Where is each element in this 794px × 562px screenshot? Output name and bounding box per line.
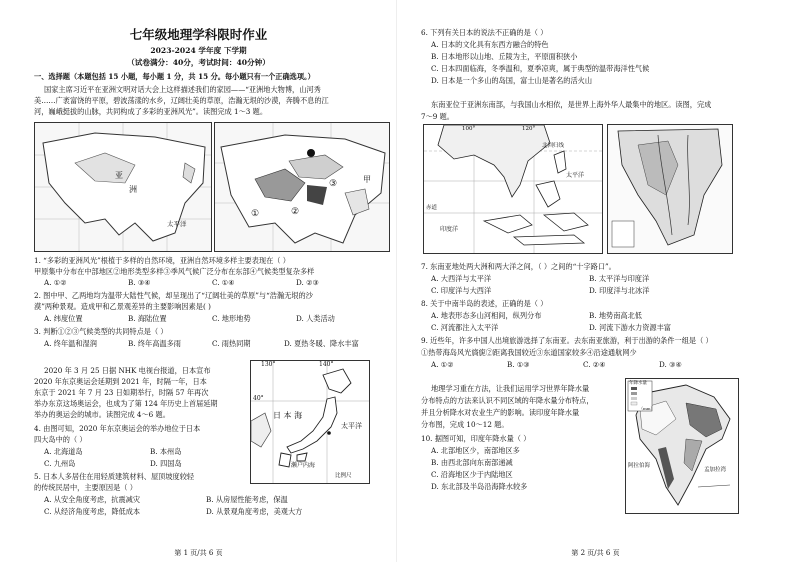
intro4-line: 分布特点的方法来认识不同区域的年降水量分布特点， [421,396,594,405]
india-legend-title: 年降水量 [629,381,647,386]
q5-option-b: B. 从房屋性能考虑，保温 [206,495,288,504]
map-label-pacific: 太平洋 [167,220,187,228]
q1-option-c: C. ①④ [212,278,235,287]
intro2-line: 2020 年 3 月 25 日据 NHK 电视台报道，日本宣布 [44,366,211,375]
q9-stem: ①热带海岛风光旖旎②距离我国较近③东道国家较多④沿途通航网少 [421,348,637,357]
sea-pacific-label: 太平洋 [566,172,585,179]
japan-map [250,360,370,484]
intro2-line: 举办东京这场奥运会，也成为了第 124 年历史上首届延期 [34,399,218,408]
q9-option-b: B. ①③ [507,360,530,369]
map-label-1: ① [251,209,260,219]
q10-option-c: C. 沿海地区少于内陆地区 [431,470,513,479]
map-label-asia: 亚 [115,171,123,180]
page-title: 七年级地理学科限时作业 [129,27,268,42]
page-footer: 第 1 页/共 6 页 [174,549,223,557]
jp-scale-label: 比例尺 [335,473,352,479]
q5-stem: 的传统民居中，主要原因是（ ） [34,483,137,492]
india-arabian-sea-label: 阿拉伯海 [628,463,651,469]
india-bay-label: 孟加拉湾 [704,467,727,473]
q7-option-b: B. 太平洋与印度洋 [589,274,650,283]
page-2 [397,0,794,562]
intro4-line: 并且分析降水对农业生产的影响。读印度年降水量 [421,408,580,417]
q9-option-a: A. ①② [431,360,454,369]
q10-option-b: B. 由西北部向东南部递减 [431,458,513,467]
indochina-inset-drawing [608,125,732,253]
q7-option-c: C. 印度洋与大西洋 [431,286,492,295]
q7-stem: 7. 东南亚地处两大洲和两大洋之间，（ ）之间的“十字路口”。 [421,262,616,271]
q8-option-d: D. 河流下游水力资源丰富 [589,323,671,332]
map-label-3: ③ [329,179,338,189]
score-time: （试卷满分：40分，考试时间：40分钟） [127,58,270,67]
q9-option-c: C. ②④ [583,360,606,369]
q6-option-c: C. 日本四面临海，冬季温和，夏季凉爽，属于典型的温带海洋性气候 [431,64,650,73]
q2-stem: 2. 图中甲、乙两地均为温带大陆性气候，却呈现出了“辽阔壮美的草原”与“浩瀚无垠的沙 [34,291,313,300]
asia-map-2-drawing [215,123,389,251]
southeast-asia-map [423,124,603,254]
q5-option-d: D. 从景观角度考虑，美观大方 [206,507,303,516]
q1-stem: 1. “多彩的亚洲风光”根植于多样的自然环境，亚洲自然环境多样主要表现在（ ） [34,256,290,265]
intro2-line: 东京于 2021 年 7 月 23 日如期举行，时隔 57 年再次 [34,388,209,397]
q10-option-d: D. 东北部及半岛沿海降水较多 [431,482,528,491]
q2-option-c: C. 地形地势 [212,314,251,323]
q8-stem: 8. 关于中南半岛的表述，正确的是（ ） [421,299,548,308]
q3-option-c: C. 雨热同期 [212,339,251,348]
q4-option-c: C. 九州岛 [44,459,76,468]
jp-lat-40: 40° [253,395,264,402]
intro3-line: 7～9 题。 [421,112,454,121]
intro-line: 美……广袤富饶的平原，碧波荡漾的水乡，辽阔壮美的草原，浩瀚无垠的沙漠，奔腾不息的江 [34,96,329,105]
q3-option-d: D. 夏热冬暖、降水丰富 [284,339,359,348]
q5-option-a: A. 从安全角度考虑，抗震减灾 [44,495,141,504]
jp-sea-label: 日 本 海 [273,411,303,420]
q1-option-b: B. ③④ [128,278,151,287]
tropic-label: 北回归线 [542,143,565,149]
q3-option-b: B. 终年高温多雨 [128,339,181,348]
jp-inland-sea-label: 濑户内海 [291,462,316,469]
q2-option-d: D. 人类活动 [296,314,335,323]
q7-option-d: D. 印度洋与北冰洋 [589,286,650,295]
page-footer: 第 2 页/共 6 页 [571,549,620,557]
intro2-line: 举办的奥运会的城市。读图完成 4～6 题。 [34,410,170,419]
intro4-line: 分布图，完成 10～12 题。 [421,420,509,429]
asia-map-2 [214,122,390,252]
q10-option-a: A. 北部地区少，南部地区多 [431,446,520,455]
q3-option-a: A. 终年温和湿润 [44,339,97,348]
jp-lon-140: 140° [319,361,334,368]
q8-option-c: C. 河流都注入太平洋 [431,323,499,332]
q8-option-b: B. 地势南高北低 [589,311,642,320]
intro-line: 河，巍峨挺拔的山脉，共同构成了多彩的亚洲风光”。读图完成 1～3 题。 [34,107,268,116]
india-map-drawing [626,379,738,513]
q2-option-a: A. 纬度位置 [44,314,83,323]
q5-option-c: C. 从经济角度考虑，降低成本 [44,507,141,516]
intro3-line: 东南亚位于亚洲东南部，与我国山水相依，是世界上海外华人最集中的地区。读图，完成 [431,100,712,109]
asia-map-1-drawing [35,123,211,251]
q4-option-d: D. 四国岛 [150,459,182,468]
india-legend-unit: （mm） [639,406,655,411]
intro4-line: 地理学习重在方法，让我们运用学习世界年降水量 [431,384,590,393]
q1-option-d: D. ②③ [296,278,319,287]
asia-map-1 [34,122,212,252]
q4-stem: 4. 由图可知，2020 年东京奥运会的举办地位于日本 [34,424,201,433]
q8-option-a: A. 地表形态多山河相间，纵列分布 [431,311,542,320]
q7-option-a: A. 大西洋与太平洋 [431,274,492,283]
q2-stem: 漠”两种景观。造成甲和乙景观差异的主要影响因素是( ) [34,302,211,311]
q1-stem: 甲原集中分布在中部地区②地形类型多样③季风气候广泛分布在东部④气候类型复杂多样 [34,267,315,276]
intro-line: 国家主席习近平在亚洲文明对话大会上这样描述我们的家园——“亚洲地大物博，山河秀 [44,85,321,94]
q9-option-d: D. ③④ [659,360,682,369]
section-heading: 一、选择题（本题包括 15 小题，每小题 1 分，共 15 分。每小题只有一个正确选项。） [34,72,315,81]
jp-pacific-label: 太平洋 [341,422,362,430]
india-rainfall-map [625,378,739,514]
q10-stem: 10. 据图可知，印度年降水量（ ） [421,434,531,443]
sea-lon-100: 100° [462,126,476,132]
indochina-inset-map [607,124,733,254]
equator-label: 赤道 [426,205,438,211]
q6-option-d: D. 日本是一个多山的岛国，富士山是著名的活火山 [431,76,593,85]
q5-stem: 5. 日本人多居住在用轻质建筑材料、屋顶坡度较轻 [34,472,195,481]
q4-option-b: B. 本州岛 [150,447,182,456]
q4-stem: 四大岛中的（ ） [34,435,87,444]
q4-option-a: A. 北海道岛 [44,447,83,456]
term: 2023-2024 学年度 下学期 [150,46,247,55]
intro2-line: 2020 年东京奥运会延期到 2021 年，时隔一年，日本 [34,377,207,386]
q6-stem: 6. 下列有关日本的说法不正确的是（ ） [421,28,548,37]
q6-option-a: A. 日本的文化具有东西方融合的特色 [431,40,549,49]
map-label-2: ② [291,207,300,217]
q6-option-b: B. 日本地形以山地、丘陵为主，平原面积狭小 [431,52,578,61]
q1-option-a: A. ①② [44,278,67,287]
jp-lon-130: 130° [261,361,276,368]
q3-stem: 3. 判断①②③气候类型的共同特点是（ ） [34,327,168,336]
sea-indian-label: 印度洋 [440,226,459,233]
map-label-zhou: 洲 [129,185,137,194]
q9-stem: 9. 近些年，许多中国人出境旅游选择了东南亚。去东南亚旅游，利于出游的条件一组是（ ） [421,336,713,345]
map-label-jia: 甲 [363,175,371,184]
q2-option-b: B. 海陆位置 [128,314,167,323]
sea-lon-120: 120° [522,126,536,132]
